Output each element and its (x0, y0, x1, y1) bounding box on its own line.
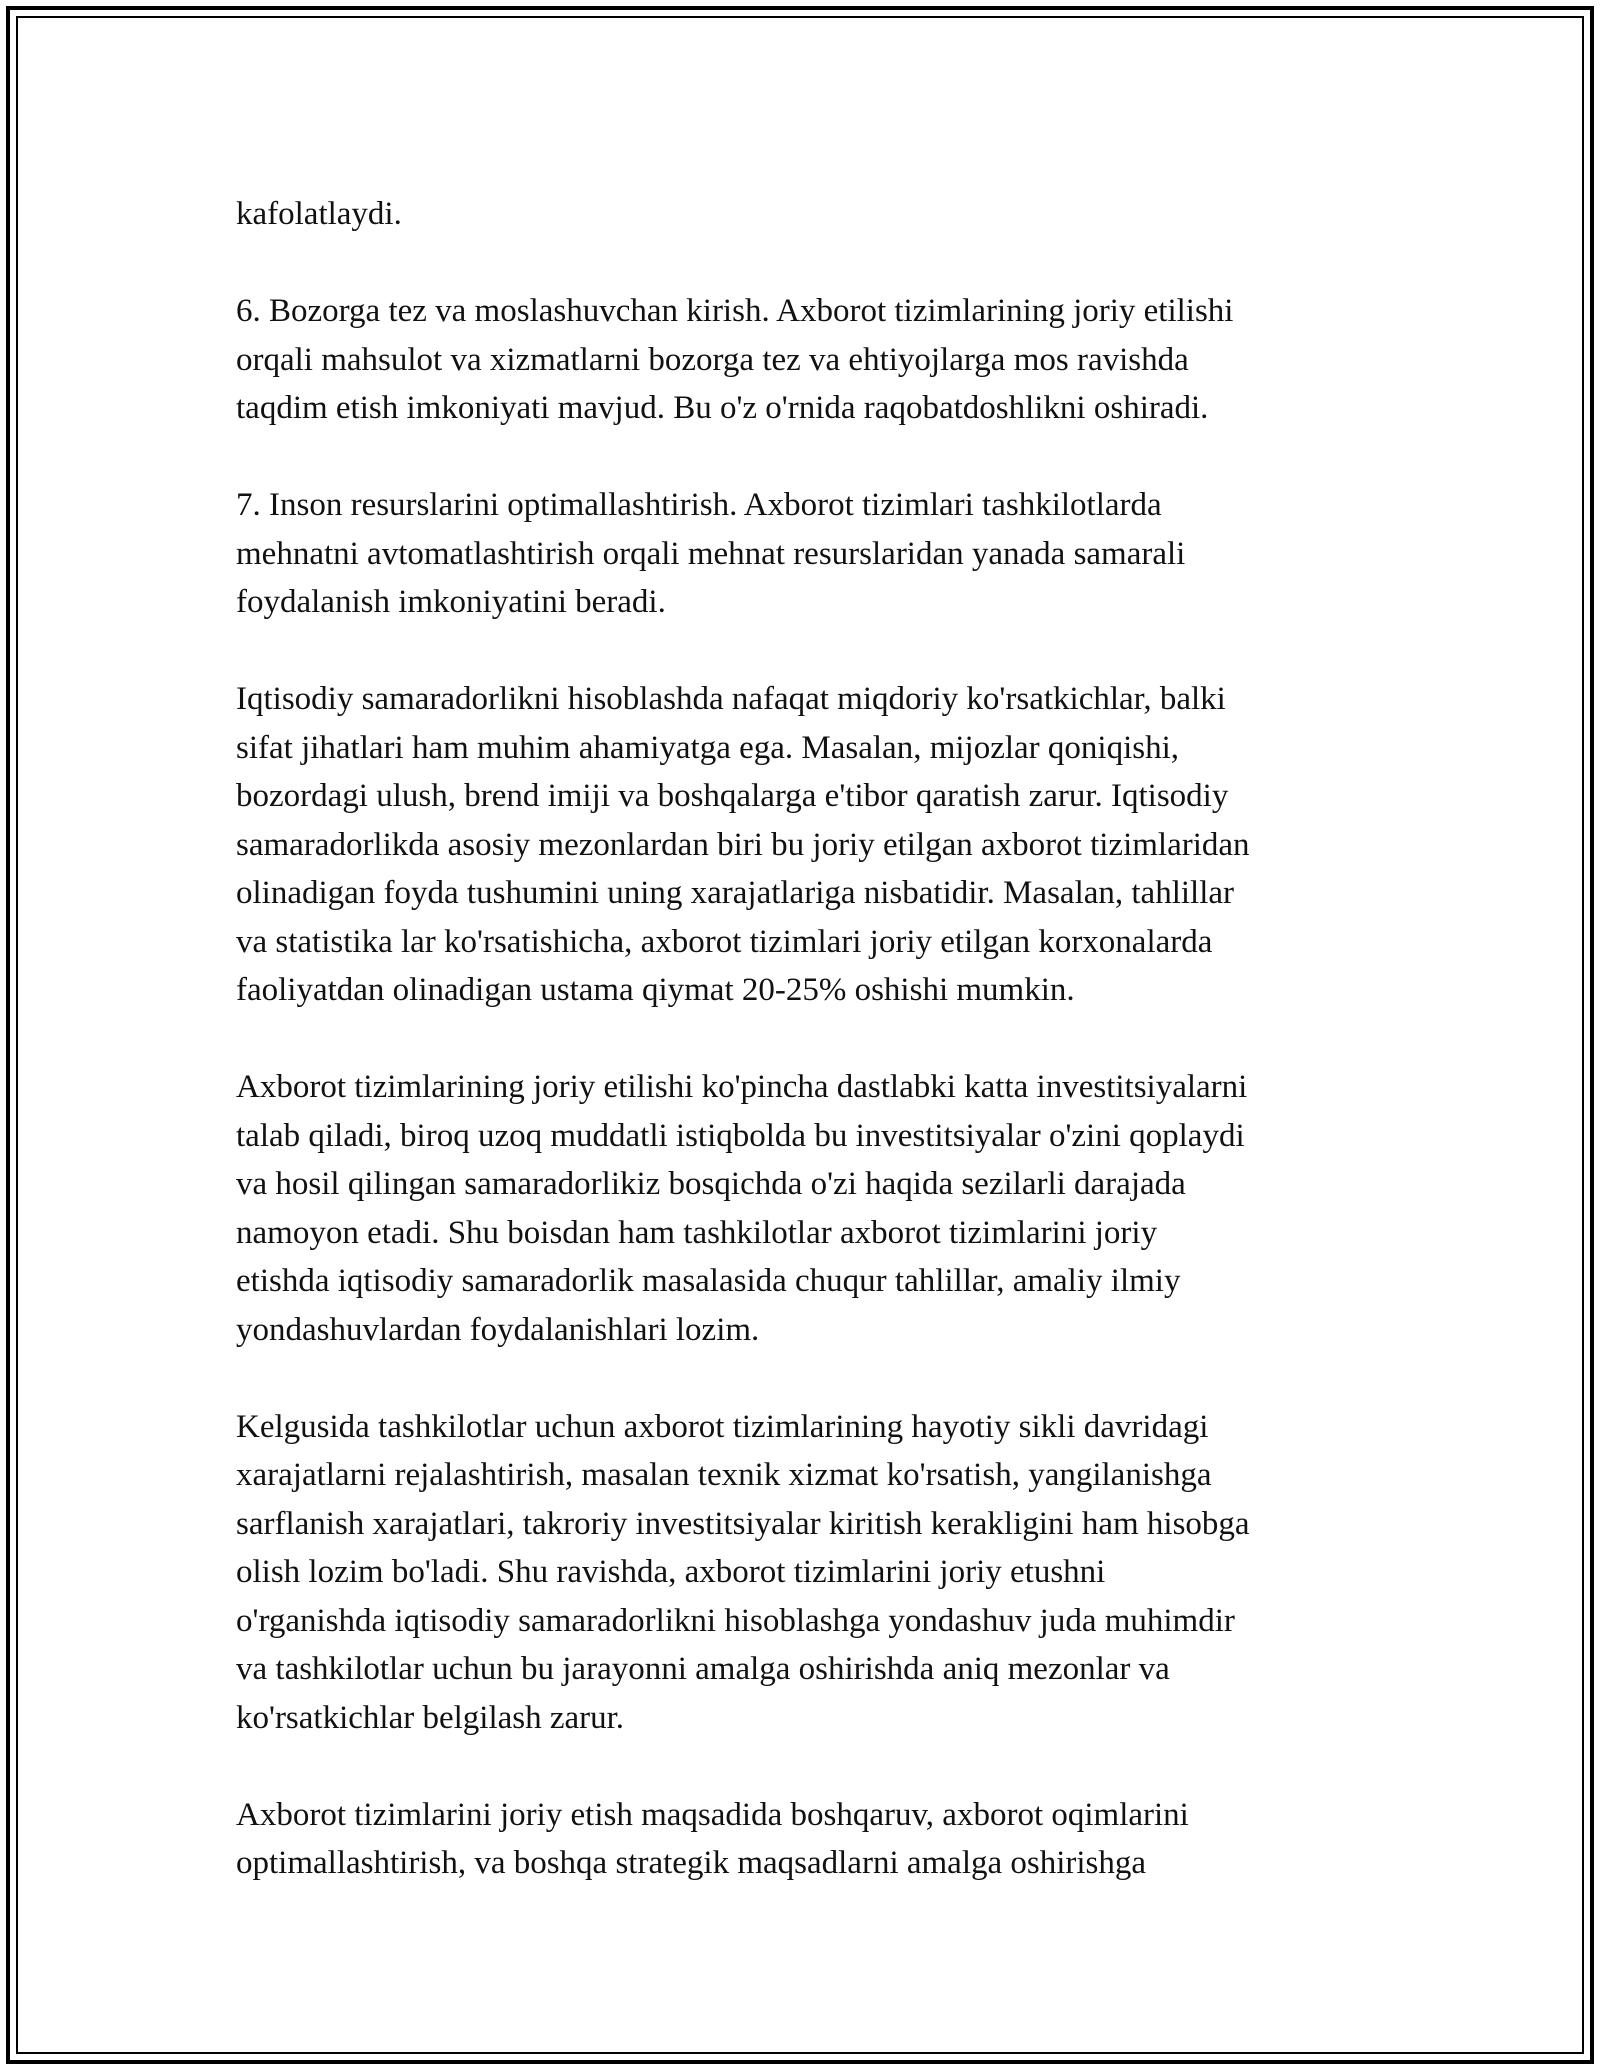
document-body (236, 190, 1376, 1888)
paragraph-spacer (236, 1015, 1376, 1064)
paragraph (236, 1791, 1376, 1888)
paragraph (236, 190, 1376, 239)
text-line: sarflanish xarajatlari, takroriy investitsiyalar kiritish kerakligini ham hisobga (236, 1505, 1250, 1542)
paragraph-spacer (236, 433, 1376, 482)
text-line: va tashkilotlar uchun bu jarayonni amalga oshirishda aniq mezonlar va (236, 1651, 1170, 1687)
text-line: olinadigan foyda tushumini uning xarajatlariga nisbatidir. Masalan, tahlillar (236, 875, 1235, 911)
text-line: o'rganishda iqtisodiy samaradorlikni hisoblashga yondashuv juda muhimdir (236, 1602, 1235, 1639)
text-line: faoliyatdan olinadigan ustama qiymat 20-25% oshishi mumkin. (236, 972, 1075, 1008)
paragraph (236, 1063, 1376, 1354)
text-line: 6. Bozorga tez va moslashuvchan kirish. Axborot tizimlarining joriy etilishi (236, 293, 1234, 329)
text-line: 7. Inson resurslarini optimallashtirish. Axborot tizimlari tashkilotlarda (236, 487, 1162, 523)
text-line: orqali mahsulot va xizmatlarni bozorga tez va ehtiyojlarga mos ravishda (236, 341, 1189, 378)
text-line: talab qiladi, biroq uzoq muddatli istiqbolda bu investitsiyalar o'zini qoplaydi (236, 1117, 1245, 1154)
text-line: xarajatlarni rejalashtirish, masalan texnik xizmat ko'rsatish, yangilanishga (236, 1457, 1212, 1493)
text-line: Axborot tizimlarining joriy etilishi ko'pincha dastlabki katta investitsiyalarni (236, 1069, 1248, 1105)
text-line: Axborot tizimlarini joriy etish maqsadida boshqaruv, axborot oqimlarini (236, 1796, 1189, 1833)
paragraph (236, 1403, 1376, 1743)
text-line: bozordagi ulush, brend imiji va boshqalarga e'tibor qaratish zarur. Iqtisodiy (236, 778, 1229, 814)
text-line: namoyon etadi. Shu boisdan ham tashkilotlar axborot tizimlarini joriy (236, 1214, 1158, 1251)
text-line: ko'rsatkichlar belgilash zarur. (236, 1699, 625, 1736)
text-line: mehnatni avtomatlashtirish orqali mehnat resurslaridan yanada samarali (236, 535, 1186, 572)
paragraph-spacer (236, 1354, 1376, 1403)
text-line: sifat jihatlari ham muhim ahamiyatga ega. Masalan, mijozlar qoniqishi, (236, 729, 1179, 766)
text-line: olish lozim bo'ladi. Shu ravishda, axborot tizimlarini joriy etushni (236, 1554, 1106, 1590)
paragraph (236, 287, 1376, 433)
paragraph-spacer (236, 1742, 1376, 1791)
paragraph-spacer (236, 239, 1376, 288)
text-line: yondashuvlardan foydalanishlari lozim. (236, 1311, 760, 1348)
text-line: foydalanish imkoniyatini beradi. (236, 584, 666, 620)
text-line: samaradorlikda asosiy mezonlardan biri bu joriy etilgan axborot tizimlaridan (236, 826, 1250, 863)
paragraph (236, 481, 1376, 627)
text-line: Iqtisodiy samaradorlikni hisoblashda nafaqat miqdoriy ko'rsatkichlar, balki (236, 681, 1226, 717)
text-line: optimallashtirish, va boshqa strategik maqsadlarni amalga oshirishga (236, 1845, 1147, 1881)
text-line: etishda iqtisodiy samaradorlik masalasida chuqur tahlillar, amaliy ilmiy (236, 1263, 1181, 1299)
paragraph-spacer (236, 627, 1376, 676)
paragraph (236, 675, 1376, 1015)
text-line: taqdim etish imkoniyati mavjud. Bu o'z o'rnida raqobatdoshlikni oshiradi. (236, 390, 1209, 426)
text-line: kafolatlaydi. (236, 196, 402, 232)
text-line: Kelgusida tashkilotlar uchun axborot tizimlarining hayotiy sikli davridagi (236, 1408, 1209, 1445)
text-line: va hosil qilingan samaradorlikiz bosqichda o'zi haqida sezilarli darajada (236, 1166, 1186, 1202)
text-line: va statistika lar ko'rsatishicha, axborot tizimlari joriy etilgan korxonalarda (236, 923, 1213, 960)
